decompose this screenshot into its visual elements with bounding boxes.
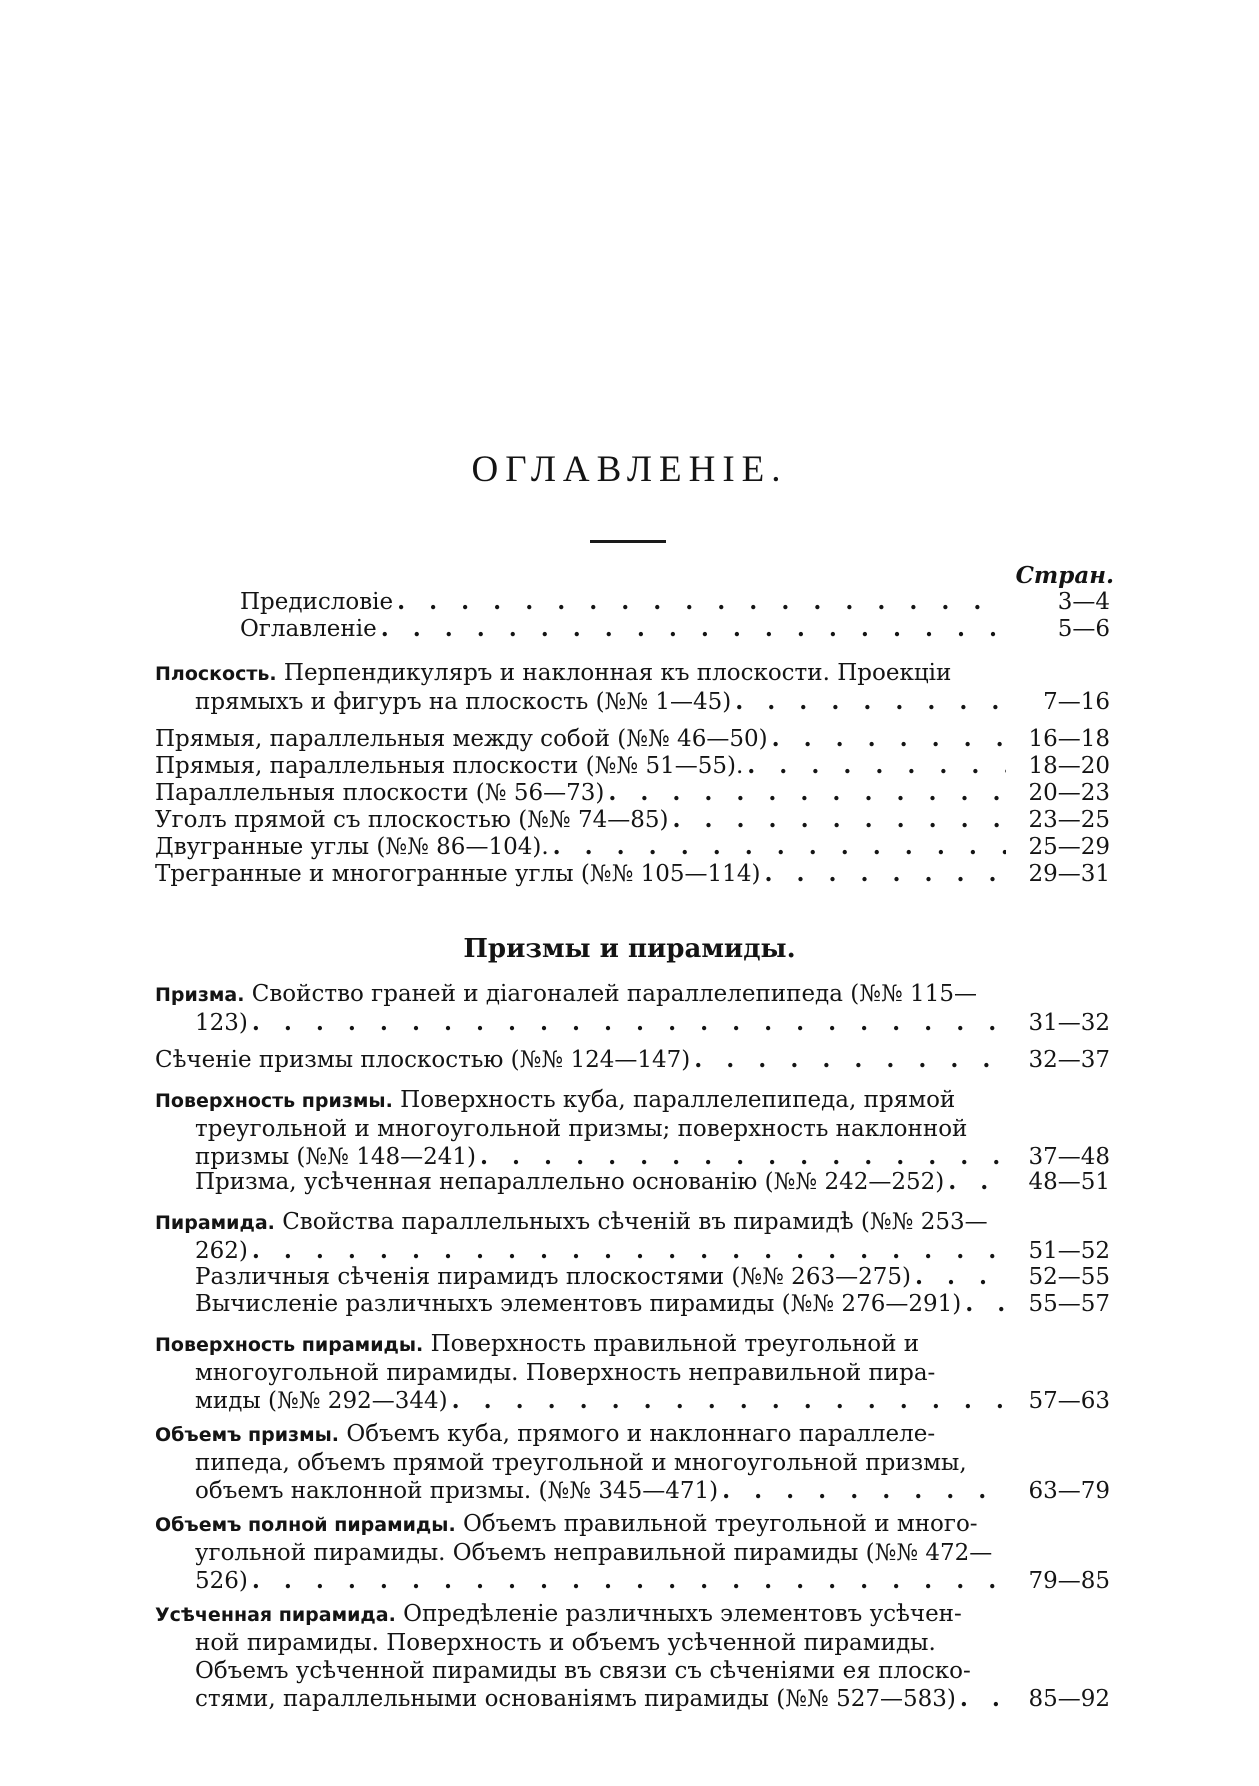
entry-lead: Поверхность пирамиды.: [155, 1334, 424, 1356]
toc-entry: Двугранные углы (№№ 86—104). . . . 25—29: [155, 833, 1110, 861]
entry-lead: Объемъ призмы.: [155, 1424, 340, 1446]
toc-entry-sechenie: Сѣченіе призмы плоскостью (№№ 124—147) . . . 32—37: [155, 1046, 1110, 1074]
toc-entry-piramida: Пирамида. Свойства параллельныхъ сѣченій въ пирамидѣ (№№ 253— 262) . . . 51—52: [155, 1208, 1110, 1265]
toc-entry-ploskost: Плоскость. Перпендикуляръ и наклонная къ плоскости. Проекціи прямыхъ и фигуръ на плоскость (№№ 1—45) . . . 7—16: [155, 659, 1110, 716]
entry-title: Оглавленіе: [240, 616, 377, 642]
entry-title: Предисловіе: [240, 589, 394, 615]
toc-entry-poverkhnost-prizmy: Поверхность призмы. Поверхность куба, параллелепипеда, прямой треугольной и многоугольной призмы; поверхность наклонной призмы (№№ 148—241) . . . 37—48: [155, 1086, 1110, 1171]
toc-entry-usech-piramida: Усѣченная пирамида. Опредѣленіе различныхъ элементовъ усѣчен- ной пирамиды. Поверхность и объемъ усѣченной пирамиды. Объемъ усѣченной пирамиды въ связи съ сѣченіями ея плоско- стями, параллельными основаніямъ пирамиды (№№ 527—583) . . . 85—92: [155, 1600, 1110, 1713]
entry-lead: Пирамида.: [155, 1212, 275, 1234]
toc-entry-prizma: Призма. Свойство граней и діагоналей параллелепипеда (№№ 115— 123) . . . 31—32: [155, 980, 1110, 1037]
title-divider: [590, 540, 666, 543]
toc-entry-preface: [155, 588, 1110, 616]
toc-entry: Параллельныя плоскости (№ 56—73) . . . 20—23: [155, 779, 1110, 807]
toc-entry-obem-prizmy: Объемъ призмы. Объемъ куба, прямого и наклоннаго параллеле- пипеда, объемъ прямой треугольной и многоугольной призмы, объемъ наклонной призмы. (№№ 345—471) . . . 63—79: [155, 1420, 1110, 1505]
section-heading: Призмы и пирамиды.: [463, 934, 796, 964]
entry-lead: Поверхность призмы.: [155, 1090, 393, 1112]
toc-entry: Различныя сѣченія пирамидъ плоскостями (№№ 263—275) . . . 52—55: [155, 1263, 1110, 1291]
toc-entry: Прямыя, параллельныя между собой (№№ 46—50) . . . 16—18: [155, 725, 1110, 753]
entry-pages: 3—4: [1057, 589, 1110, 615]
toc-entry-poverkhnost-piramidy: Поверхность пирамиды. Поверхность правильной треугольной и многоугольной пирамиды. Поверхность неправильной пира- миды (№№ 292—344) . . . 57—63: [155, 1330, 1110, 1415]
toc-entry: Вычисленіе различныхъ элементовъ пирамиды (№№ 276—291) . . . 55—57: [155, 1290, 1110, 1318]
entry-lead: Усѣченная пирамида.: [155, 1604, 396, 1626]
toc-entry: Трегранные и многогранные углы (№№ 105—114) . . . 29—31: [155, 860, 1110, 888]
toc-entry-obem-piramidy: Объемъ полной пирамиды. Объемъ правильной треугольной и много- угольной пирамиды. Объемъ неправильной пирамиды (№№ 472— 526) . . . 79—85: [155, 1510, 1110, 1595]
toc-entry: Прямыя, параллельныя плоскости (№№ 51—55). . . . 18—20: [155, 752, 1110, 780]
entry-pages: 7—16: [1043, 689, 1110, 715]
toc-entry-prizma-usech: Призма, усѣченная непараллельно основанію (№№ 242—252) . . . 48—51: [155, 1168, 1110, 1196]
entry-pages: 5—6: [1057, 616, 1110, 642]
page-column-header: Стран.: [1015, 562, 1114, 589]
entry-lead: Призма.: [155, 984, 245, 1006]
toc-entry-contents: [155, 615, 1110, 643]
page-title: ОГЛАВЛЕНIЕ.: [471, 449, 788, 490]
entry-lead: Объемъ полной пирамиды.: [155, 1514, 456, 1536]
toc-entry: Уголъ прямой съ плоскостью (№№ 74—85) . . . 23—25: [155, 806, 1110, 834]
entry-lead: Плоскость.: [155, 663, 277, 685]
